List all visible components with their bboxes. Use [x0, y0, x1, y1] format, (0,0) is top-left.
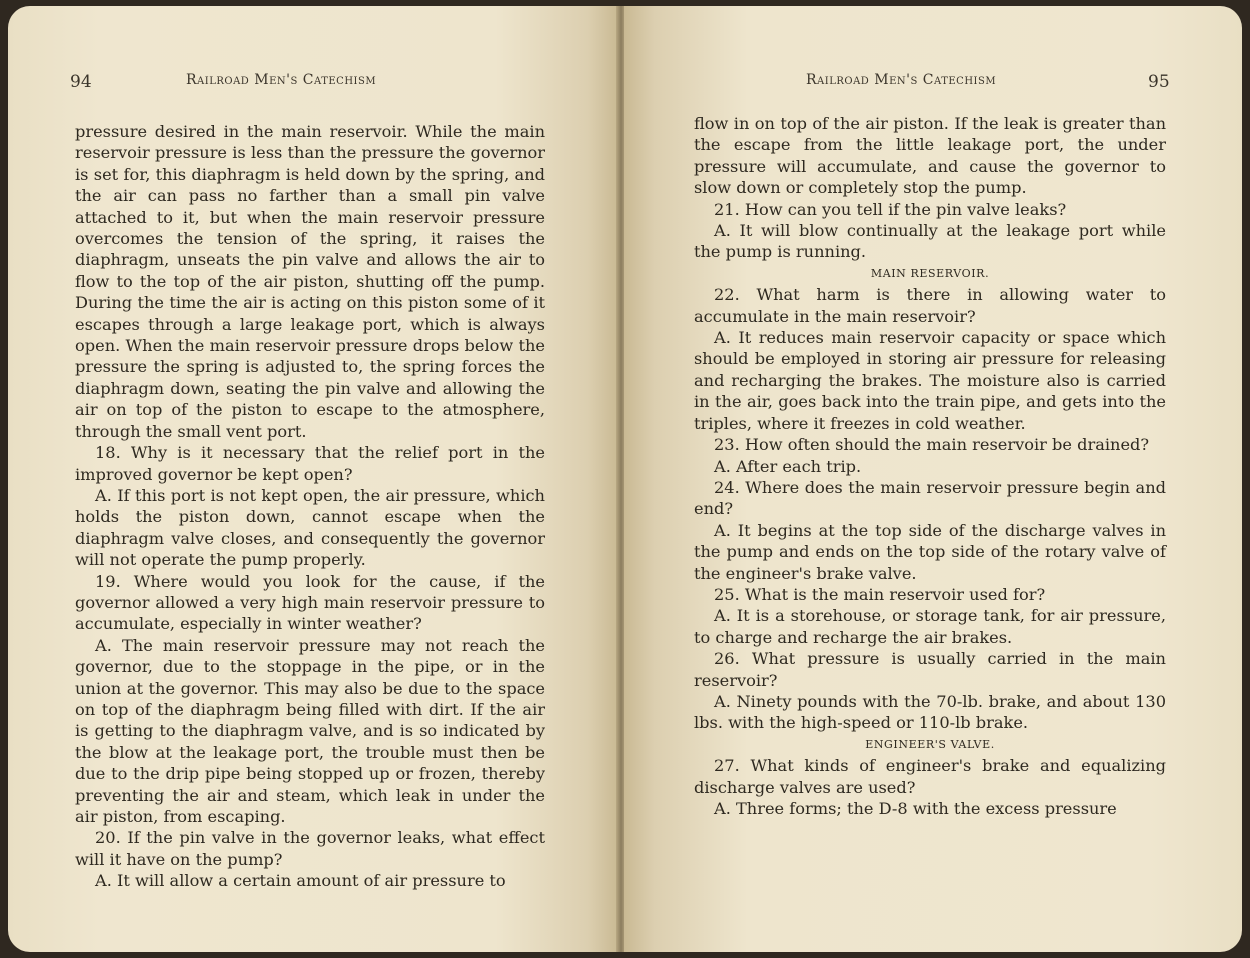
- answer: A. The main reservoir pressure may not reach the governor, due to the stoppage in the pipe, or in the union at the governor. This may also be due to the space on top of the diaphragm being filled with dirt. If the air is getting to the diaphragm valve, and is so indicated by the blow at the leakage port, the trouble must then be due to the drip pipe being stopped up or frozen, thereby preventing the air and steam, which leak in under the air piston, from escaping.: [75, 635, 545, 826]
- answer: A. It begins at the top side of the discharge valves in the pump and ends on the top side of the rotary valve of the engineer's brake valve.: [694, 520, 1166, 583]
- right-page: [624, 6, 1242, 952]
- answer: A. After each trip.: [714, 456, 862, 476]
- question: 18. Why is it necessary that the relief port in the improved governor be kept open?: [75, 443, 545, 484]
- question: 24. Where does the main reservoir pressure begin and end?: [694, 477, 1166, 519]
- page-text: [75, 121, 545, 892]
- question: 26. What pressure is usually carried in the main reservoir?: [694, 649, 1166, 690]
- running-header: Railroad Men's Catechism: [186, 72, 377, 88]
- answer: A. If this port is not kept open, the air pressure, which holds the piston down, cannot escape when the diaphragm valve closes, and consequently the governor will not operate the pump properly.: [75, 485, 545, 570]
- answer: A. It will allow a certain amount of air pressure to: [95, 871, 506, 891]
- paragraph: flow in on top of the air piston. If the leak is greater than the escape from the little leakage port, the under pressure will accumulate, and cause the governor to slow down or completely stop the pump.: [694, 114, 1166, 198]
- page-number: 94: [70, 72, 92, 92]
- page-number: 95: [1148, 72, 1170, 92]
- paragraph: pressure desired in the main reservoir. While the main reservoir pressure is less than the pressure the governor is set for, this diaphragm is held down by the spring, and the air can pass no farther than a small pin valve attached to it, but when the main reservoir pressure overcomes the tension of the spring, it raises the diaphragm, unseats the pin valve and allows the air to flow to the top of the air piston, shutting off the pump. During the time the air is acting on this piston some of it escapes through a large leakage port, which is always open. When the main reservoir pressure drops below the pressure the spring is adjusted to, the spring forces the diaphragm down, seating the pin valve and allowing the air on top of the piston to escape to the atmosphere, through the small vent port.: [75, 122, 545, 441]
- answer: A. It will blow continually at the leakage port while the pump is running.: [694, 221, 1166, 262]
- answer: A. It is a storehouse, or storage tank, for air pressure, to charge and recharge the air brakes.: [694, 606, 1166, 647]
- answer: A. Three forms; the D-8 with the excess pressure: [714, 799, 1117, 818]
- section-heading: ENGINEER'S VALVE.: [865, 737, 995, 751]
- question: 22. What harm is there in allowing water to accumulate in the main reservoir?: [694, 285, 1166, 326]
- section-heading: MAIN RESERVOIR.: [870, 266, 990, 280]
- question: 19. Where would you look for the cause, if the governor allowed a very high main reservoir pressure to accumulate, especially in winter weather?: [75, 571, 545, 634]
- page-text: [694, 113, 1166, 819]
- question: 25. What is the main reservoir used for?: [714, 584, 1046, 604]
- left-page: [8, 6, 618, 952]
- question: 27. What kinds of engineer's brake and equalizing discharge valves are used?: [694, 756, 1166, 797]
- answer: A. Ninety pounds with the 70-lb. brake, and about 130 lbs. with the high-speed or 110-lb brake.: [694, 691, 1166, 733]
- running-header: Railroad Men's Catechism: [806, 72, 997, 88]
- question: 21. How can you tell if the pin valve leaks?: [714, 199, 1067, 219]
- answer: A. It reduces main reservoir capacity or space which should be employed in storing air pressure for releasing and recharging the brakes. The moisture also is carried in the air, goes back into the train pipe, and gets into the triples, where it freezes in cold weather.: [694, 328, 1166, 433]
- question: 20. If the pin valve in the governor leaks, what effect will it have on the pump?: [75, 828, 545, 869]
- question: 23. How often should the main reservoir be drained?: [714, 435, 1150, 455]
